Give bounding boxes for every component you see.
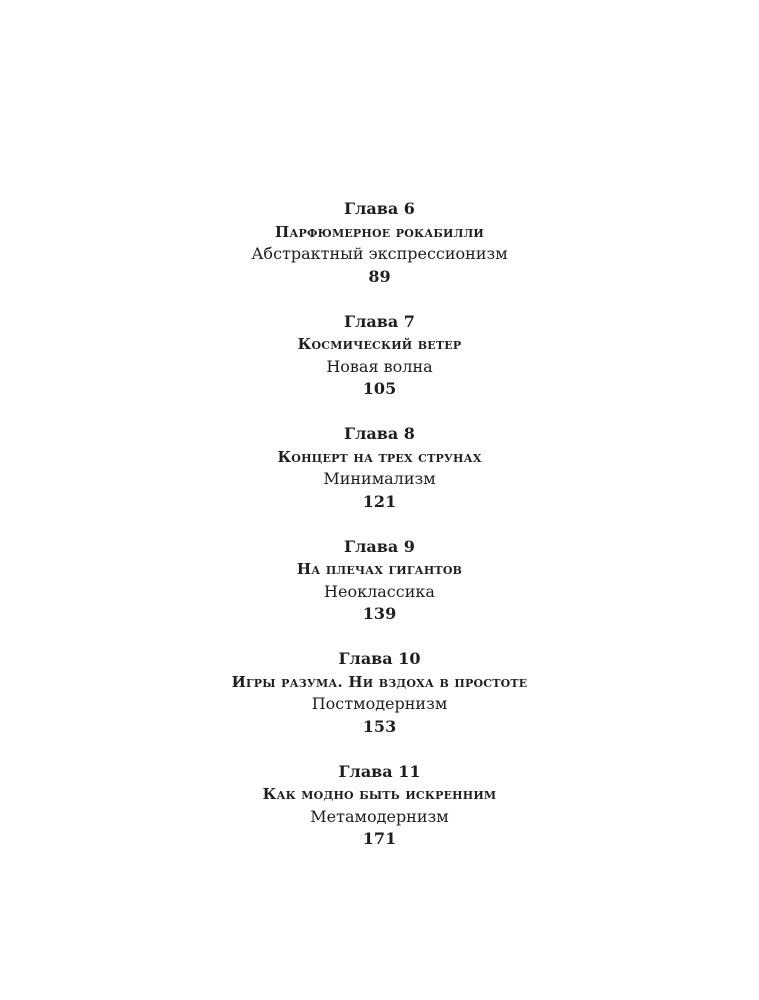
page-number: 153 (362, 716, 397, 736)
chapter-style: Новая волна (326, 356, 433, 376)
page-number: 139 (362, 604, 397, 623)
chapter-number: Глава 6 (344, 199, 415, 218)
chapter-title: Как модно быть искренним (262, 785, 497, 803)
chapter-title: Парфюмерное рокабилли (274, 222, 485, 241)
page-number: 121 (362, 491, 397, 511)
chapter-style: Метамодернизм (310, 806, 449, 826)
chapter-style: Неоклассика (324, 581, 435, 601)
toc-entry-chapter-10 (0, 648, 759, 761)
page-number: 105 (362, 379, 397, 398)
chapter-title: На плечах гигантов (296, 560, 463, 578)
chapter-style: Минимализм (323, 469, 436, 488)
chapter-title: Космический ветер (297, 335, 462, 353)
chapter-style: Постмодернизм (311, 694, 448, 713)
page-number: 171 (362, 829, 397, 848)
chapter-number: Глава 9 (344, 536, 415, 556)
chapter-title: Концерт на трех струнах (277, 447, 482, 466)
chapter-title: Игры разума. Ни вздоха в простоте (231, 672, 528, 691)
toc-entry-chapter-8 (0, 423, 759, 536)
chapter-number: Глава 8 (344, 424, 415, 443)
table-of-contents (0, 198, 759, 873)
chapter-style: Абстрактный экспрессионизм (251, 244, 508, 263)
toc-entry-chapter-9 (0, 536, 759, 649)
toc-entry-chapter-11 (0, 761, 759, 874)
toc-entry-chapter-6 (0, 198, 759, 311)
chapter-number: Глава 7 (344, 311, 415, 331)
page-number: 89 (368, 266, 391, 286)
toc-entry-chapter-7 (0, 311, 759, 424)
chapter-number: Глава 10 (338, 649, 421, 668)
chapter-number: Глава 11 (338, 761, 421, 781)
